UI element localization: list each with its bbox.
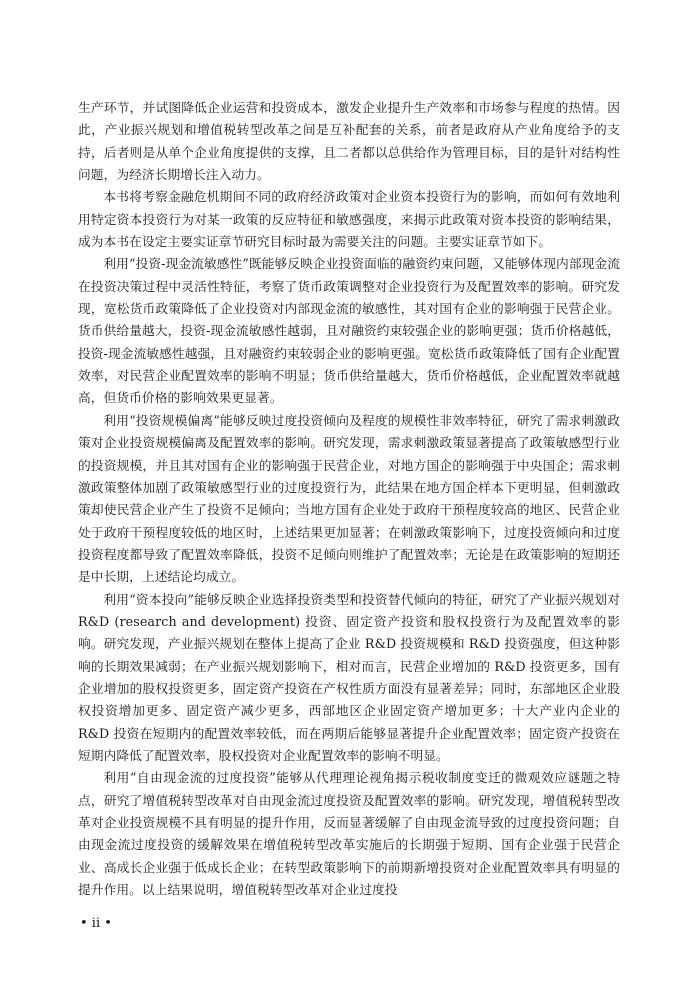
paragraph-1: 生产环节，并试图降低企业运营和投资成本，激发企业提升生产效率和市场参与程度的热情。因此，产业振兴规划和增值税转型改革之间是互补配套的关系，前者是政府从产业角度给予的支持，后者则是从单个企业角度提供的支撑，且二者都以总供给作为管理目标，目的是针对结构性问题，为经济长期增长注入动力。 — [78, 100, 620, 183]
page-number: • ii • — [80, 916, 112, 931]
paragraph-4: 利用“投资规模偏离”能够反映过度投资倾向及程度的规模性非效率特征，研究了需求刺激政策对企业投资规模偏离及配置效率的影响。研究发现，需求刺激政策显著提高了政策敏感型行业的投资规模，并且其对国有企业的影响强于民营企业，对地方国企的影响强于中央国企；需求刺激政策整体加剧了政策敏感型行业的过度投资行为，此结果在地方国企样本下更明显，但刺激政策却使民营企业产生了投资不足倾向；当地方国有企业处于政府干预程度较高的地区、民营企业处于政府干预程度较低的地区时，上述结果更加显著；在刺激政策影响下，过度投资倾向和过度投资程度都导致了配置效率降低，投资不足倾向则维护了配置效率；无论是在政策影响的短期还是中长期，上述结论均成立。 — [78, 412, 620, 585]
paragraph-3: 利用“投资-现金流敏感性”既能够反映企业投资面临的融资约束问题，又能够体现内部现金流在投资决策过程中灵活性特征，考察了货币政策调整对企业投资行为及配置效率的影响。研究发现，宽松货币政策降低了企业投资对内部现金流的敏感性，其对国有企业的影响强于民营企业。货币供给量越大，投资-现金流敏感性越弱，且对融资约束较强企业的影响更强；货币价格越低，投资-现金流敏感性越强，且对融资约束较弱企业的影响更强。宽松货币政策降低了国有企业配置效率，对民营企业配置效率的影响不明显；货币供给量越大，货币价格越低，企业配置效率就越高，但货币价格的影响效果更显著。 — [78, 256, 620, 406]
paragraph-2: 本书将考察金融危机期间不同的政府经济政策对企业资本投资行为的影响，而如何有效地利用特定资本投资行为对某一政策的反应特征和敏感强度，来揭示此政策对资本投资的影响结果，成为本书在设定主要实证章节研究目标时最为需要关注的问题。主要实证章节如下。 — [78, 189, 620, 250]
paragraph-5: 利用“资本投向”能够反映企业选择投资类型和投资替代倾向的特征，研究了产业振兴规划对 R&D (research and development) 投资、固定资产投资和股权投资行为及配置效率的影响。研究发现，产业振兴规划在整体上提高了企业 R&D 投资规模和 R&D 投资强度，但这种影响的长期效果减弱；在产业振兴规划影响下，相对而言，民营企业增加的 R&D 投资更多，国有企业增加的股权投资更多，固定资产投资在产权性质方面没有显著差异；同时，东部地区企业股权投资增加更多、固定资产减少更多，西部地区企业固定资产增加更多；十大产业内企业的 R&D 投资在短期内的配置效率较低，而在两期后能够显著提升企业配置效率；固定资产投资在短期内降低了配置效率，股权投资对企业配置效率的影响不明显。 — [78, 591, 620, 763]
body-text — [78, 97, 620, 901]
paragraph-6: 利用“自由现金流的过度投资”能够从代理理论视角揭示税收制度变迁的微观效应谜题之特点，研究了增值税转型改革对自由现金流过度投资及配置效率的影响。研究发现，增值税转型改革对企业投资规模不具有明显的提升作用，反而显著缓解了自由现金流导致的过度投资问题；自由现金流过度投资的缓解效果在增值税转型改革实施后的长期强于短期、国有企业强于民营企业、高成长企业强于低成长企业；在转型政策影响下的前期新增投资对企业配置效率具有明显的提升作用。以上结果说明，增值税转型改革对企业过度投 — [78, 770, 620, 898]
